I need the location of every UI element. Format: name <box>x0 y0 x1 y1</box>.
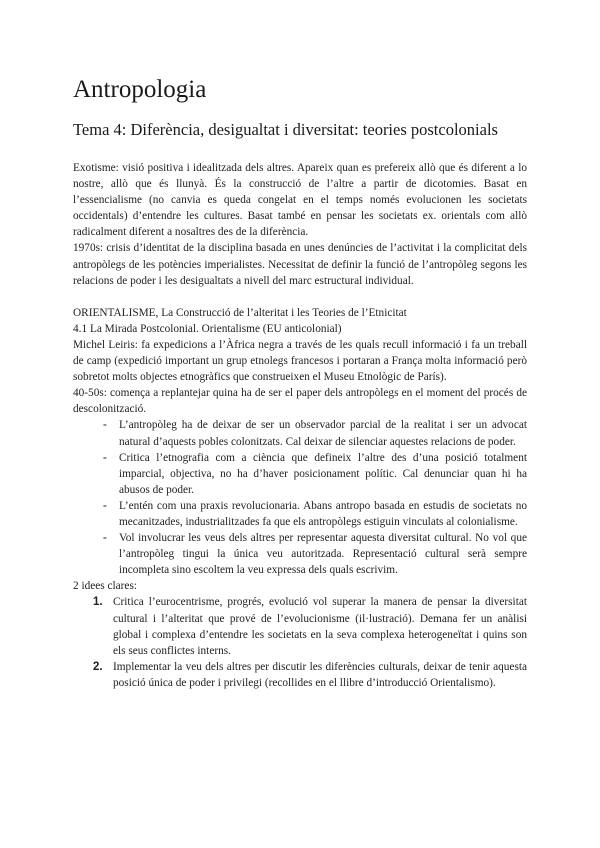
section-heading: ORIENTALISME, La Construcció de l’alteritat i les Teories de l’Etnicitat <box>73 306 407 319</box>
numbered-item-text: Critica l’eurocentrisme, progrés, evolució vol superar la manera de pensar la diversitat cultural i l’alteritat que prové de l’evolucionisme (il·lustració). Demana fer un anàlisi global i complexa d’entendre les societats en la seva complexa heterogeneïtat i quins son els seus conflictes interns. <box>113 596 527 657</box>
topic-subtitle: Tema 4: Diferència, desigualtat i diversitat: teories postcolonials <box>73 120 498 139</box>
ideas-intro: 2 idees clares: <box>73 580 137 593</box>
dash-item-text: Critica l’etnografia com a ciència que defineix l’altre des d’una posició totalment imparcial, objectiva, no ha d’haver posicionament polític. Cal denunciar quan hi ha abusos de poder. <box>119 451 527 496</box>
subsection-heading: 4.1 La Mirada Postcolonial. Orientalisme (EU anticolonial) <box>73 322 342 335</box>
number-marker: 2. <box>93 660 103 673</box>
dash-marker: - <box>103 419 107 432</box>
paragraph-michel-leiris: Michel Leiris: fa expedicions a l’Àfrica negra a través de les quals recull informació i fa un treball de camp (expedició important un grup etnolegs francesos i portaran a França molta informació però sobretot molts objectes etnogràfics que construeixen el Museu Etnològic de París). <box>73 338 527 384</box>
dash-list <box>73 417 527 578</box>
dash-list-item <box>103 498 527 530</box>
number-marker: 1. <box>93 596 103 609</box>
spacer <box>73 289 527 305</box>
dash-item-text: L’entén com una praxis revolucionaria. Abans antropo basada en estudis de societats no mecanitzades, industrialitzades fa que els antropòlegs estiguin vinculats al colonialisme. <box>119 499 527 528</box>
numbered-list-item <box>93 659 527 691</box>
numbered-list-item <box>93 594 527 658</box>
dash-marker: - <box>103 532 107 545</box>
dash-item-text: L’antropòleg ha de deixar de ser un observador parcial de la realitat i ser un advocat natural d’aquests pobles colonitzats. Cal deixar de silenciar aquestes relacions de poder. <box>119 419 527 448</box>
paragraph-40-50s: 40-50s: comença a replantejar quina ha de ser el paper dels antropòlegs en el moment del procés de descolonització. <box>73 387 527 416</box>
dash-item-text: Vol involucrar les veus dels altres per representar aquesta diversitat cultural. No vol que l’antropòleg tingui la única veu autoritzada. Representació cultural serà sempre incompleta sino escoltem la veu expressa dels quals escrivim. <box>119 532 527 577</box>
dash-list-item <box>103 417 527 449</box>
dash-marker: - <box>103 451 107 464</box>
paragraph-1970s: 1970s: crisis d’identitat de la disciplina basada en unes denúncies de l’activitat i la complicitat dels antropòlegs de les potències imperialistes. Necessitat de definir la funció de l’antropòleg segons les relacions de poder i les desigualtats a nivell del marc estructural individual. <box>73 242 527 287</box>
numbered-list <box>73 594 527 691</box>
document-title: Antropologia <box>73 76 207 103</box>
dash-marker: - <box>103 499 107 512</box>
dash-list-item <box>103 450 527 498</box>
numbered-item-text: Implementar la veu dels altres per discutir les diferències culturals, deixar de tenir aquesta posició única de poder i privilegi (recollides en el llibre d’introducció Orientalismo). <box>113 660 527 689</box>
dash-list-item <box>103 530 527 578</box>
paragraph-exotisme: Exotisme: visió positiva i idealitzada dels altres. Apareix quan es prefereix allò que és diferent a lo nostre, allò que és llunyà. És la construcció de l’altre a partir de dicotomies. Basat en l’essencialisme (no canvia es queda congelat en el temps només evolucionen les societats occidentals) d’entendre les cultures. Basat també en pensar les societats ex. orientals com allò radicalment diferent a nosaltres des de la diferència. <box>73 162 527 239</box>
